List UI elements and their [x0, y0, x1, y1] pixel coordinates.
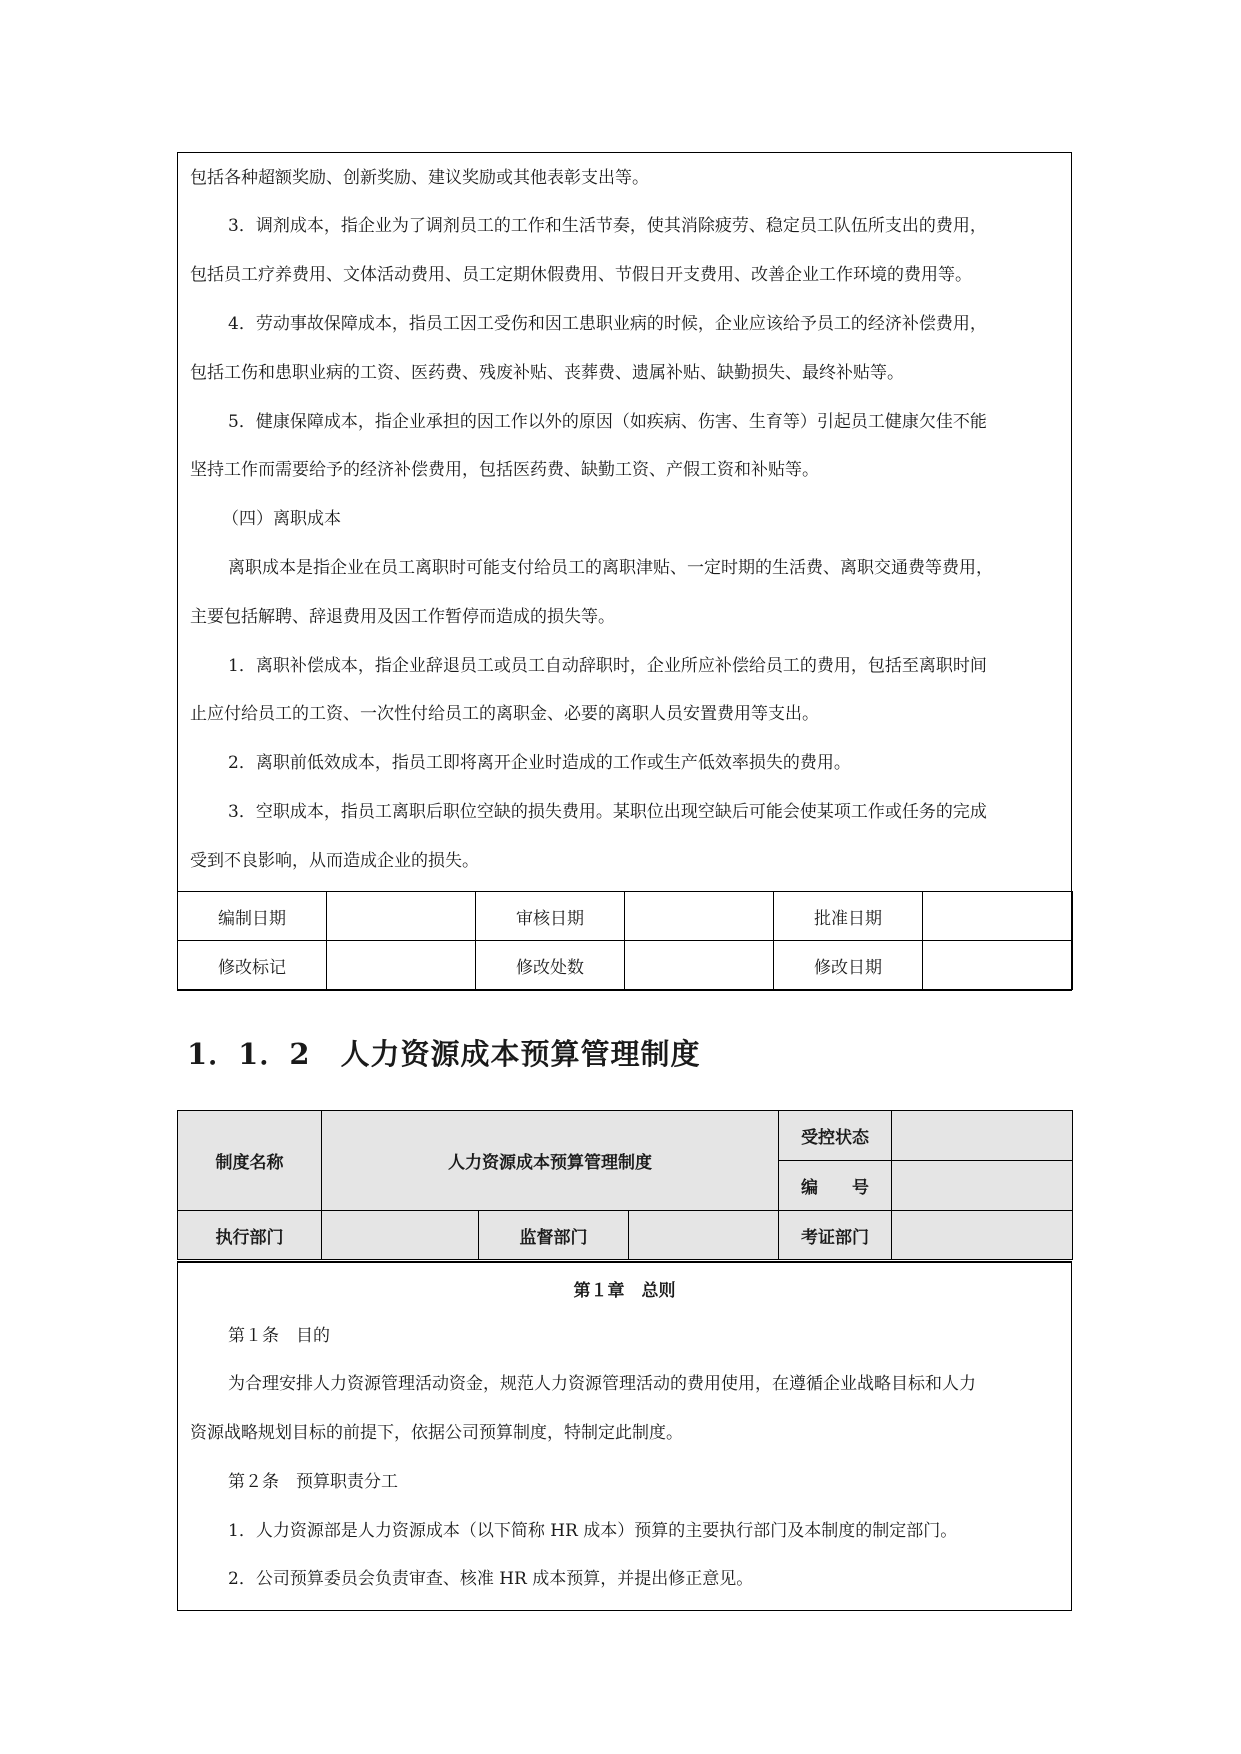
paragraph-line: 4．劳动事故保障成本，指员工因工受伤和因工患职业病的时候，企业应该给予员工的经济补偿费用， [228, 314, 987, 334]
revision-date-label: 修改日期 [774, 941, 923, 990]
verifying-dept-label: 考证部门 [779, 1211, 892, 1260]
article-title: 第１条 目的 [228, 1326, 330, 1346]
paragraph-line: 包括员工疗养费用、文体活动费用、员工定期休假费用、节假日开支费用、改善企业工作环境的费用等。 [190, 265, 972, 285]
section-heading: 1．1．2 人力资源成本预算管理制度 [187, 1037, 701, 1071]
policy-header-table [177, 1110, 1073, 1260]
table-row [178, 892, 1073, 941]
paragraph-line: 3．空职成本，指员工离职后职位空缺的损失费用。某职位出现空缺后可能会使某项工作或任务的完成 [228, 802, 987, 822]
table-row [178, 941, 1073, 990]
paragraph-line: 包括工伤和患职业病的工资、医药费、残废补贴、丧葬费、遗属补贴、缺勤损失、最终补贴等。 [190, 363, 904, 383]
paragraph-line: 包括各种超额奖励、创新奖励、建议奖励或其他表彰支出等。 [190, 168, 649, 188]
supervising-dept-label: 监督部门 [479, 1211, 629, 1260]
paragraph-line: 2．离职前低效成本，指员工即将离开企业时造成的工作或生产低效率损失的费用。 [228, 753, 851, 773]
prepared-date-label: 编制日期 [178, 892, 327, 941]
verifying-dept-value [892, 1211, 1073, 1260]
revision-date-value [923, 941, 1073, 990]
paragraph-line: 为合理安排人力资源管理活动资金，规范人力资源管理活动的费用使用，在遵循企业战略目标和人力 [228, 1374, 976, 1394]
paragraph-line: 坚持工作而需要给予的经济补偿费用，包括医药费、缺勤工资、产假工资和补贴等。 [190, 460, 819, 480]
paragraph-line: 2．公司预算委员会负责审查、核准 HR 成本预算，并提出修正意见。 [228, 1569, 754, 1589]
document-number-value [892, 1161, 1073, 1211]
control-status-value [892, 1111, 1073, 1161]
review-date-label: 审核日期 [476, 892, 625, 941]
revision-mark-value [327, 941, 476, 990]
control-status-label: 受控状态 [779, 1111, 892, 1161]
executing-dept-label: 执行部门 [178, 1211, 322, 1260]
paragraph-line: 受到不良影响，从而造成企业的损失。 [190, 851, 479, 871]
chapter-title: 第１章 总则 [573, 1281, 676, 1301]
paragraph-line: 1．离职补偿成本，指企业辞退员工或员工自动辞职时，企业所应补偿给员工的费用，包括至离职时间 [228, 656, 987, 676]
revision-log-table [177, 891, 1073, 990]
paragraph-line: 离职成本是指企业在员工离职时可能支付给员工的离职津贴、一定时期的生活费、离职交通费等费用， [228, 558, 993, 578]
revision-count-value [625, 941, 774, 990]
executing-dept-value [322, 1211, 479, 1260]
approval-date-value [923, 892, 1073, 941]
cost-description-box [177, 152, 1072, 991]
revision-mark-label: 修改标记 [178, 941, 327, 990]
cost-description-text [178, 153, 1071, 891]
policy-name-label: 制度名称 [178, 1111, 322, 1211]
review-date-value [625, 892, 774, 941]
paragraph-line: 3．调剂成本，指企业为了调剂员工的工作和生活节奏，使其消除疲劳、稳定员工队伍所支出的费用， [228, 216, 987, 236]
paragraph-line: 资源战略规划目标的前提下，依据公司预算制度，特制定此制度。 [190, 1423, 683, 1443]
revision-count-label: 修改处数 [476, 941, 625, 990]
paragraph-line: 止应付给员工的工资、一次性付给员工的离职金、必要的离职人员安置费用等支出。 [190, 704, 819, 724]
paragraph-line: 主要包括解聘、辞退费用及因工作暂停而造成的损失等。 [190, 607, 615, 627]
supervising-dept-value [629, 1211, 779, 1260]
paragraph-line: 5．健康保障成本，指企业承担的因工作以外的原因（如疾病、伤害、生育等）引起员工健康欠佳不能 [228, 412, 987, 432]
approval-date-label: 批准日期 [774, 892, 923, 941]
table-row [178, 1111, 1073, 1161]
article-title: 第２条 预算职责分工 [228, 1472, 398, 1492]
prepared-date-value [327, 892, 476, 941]
paragraph-line: 1．人力资源部是人力资源成本（以下简称 HR 成本）预算的主要执行部门及本制度的制定部门。 [228, 1521, 958, 1541]
policy-document [177, 1110, 1072, 1611]
policy-body [177, 1261, 1072, 1611]
table-row [178, 1211, 1073, 1260]
document-number-label: 编 号 [779, 1161, 892, 1211]
subsection-title: （四）离职成本 [222, 509, 341, 529]
policy-name-value: 人力资源成本预算管理制度 [322, 1111, 779, 1211]
